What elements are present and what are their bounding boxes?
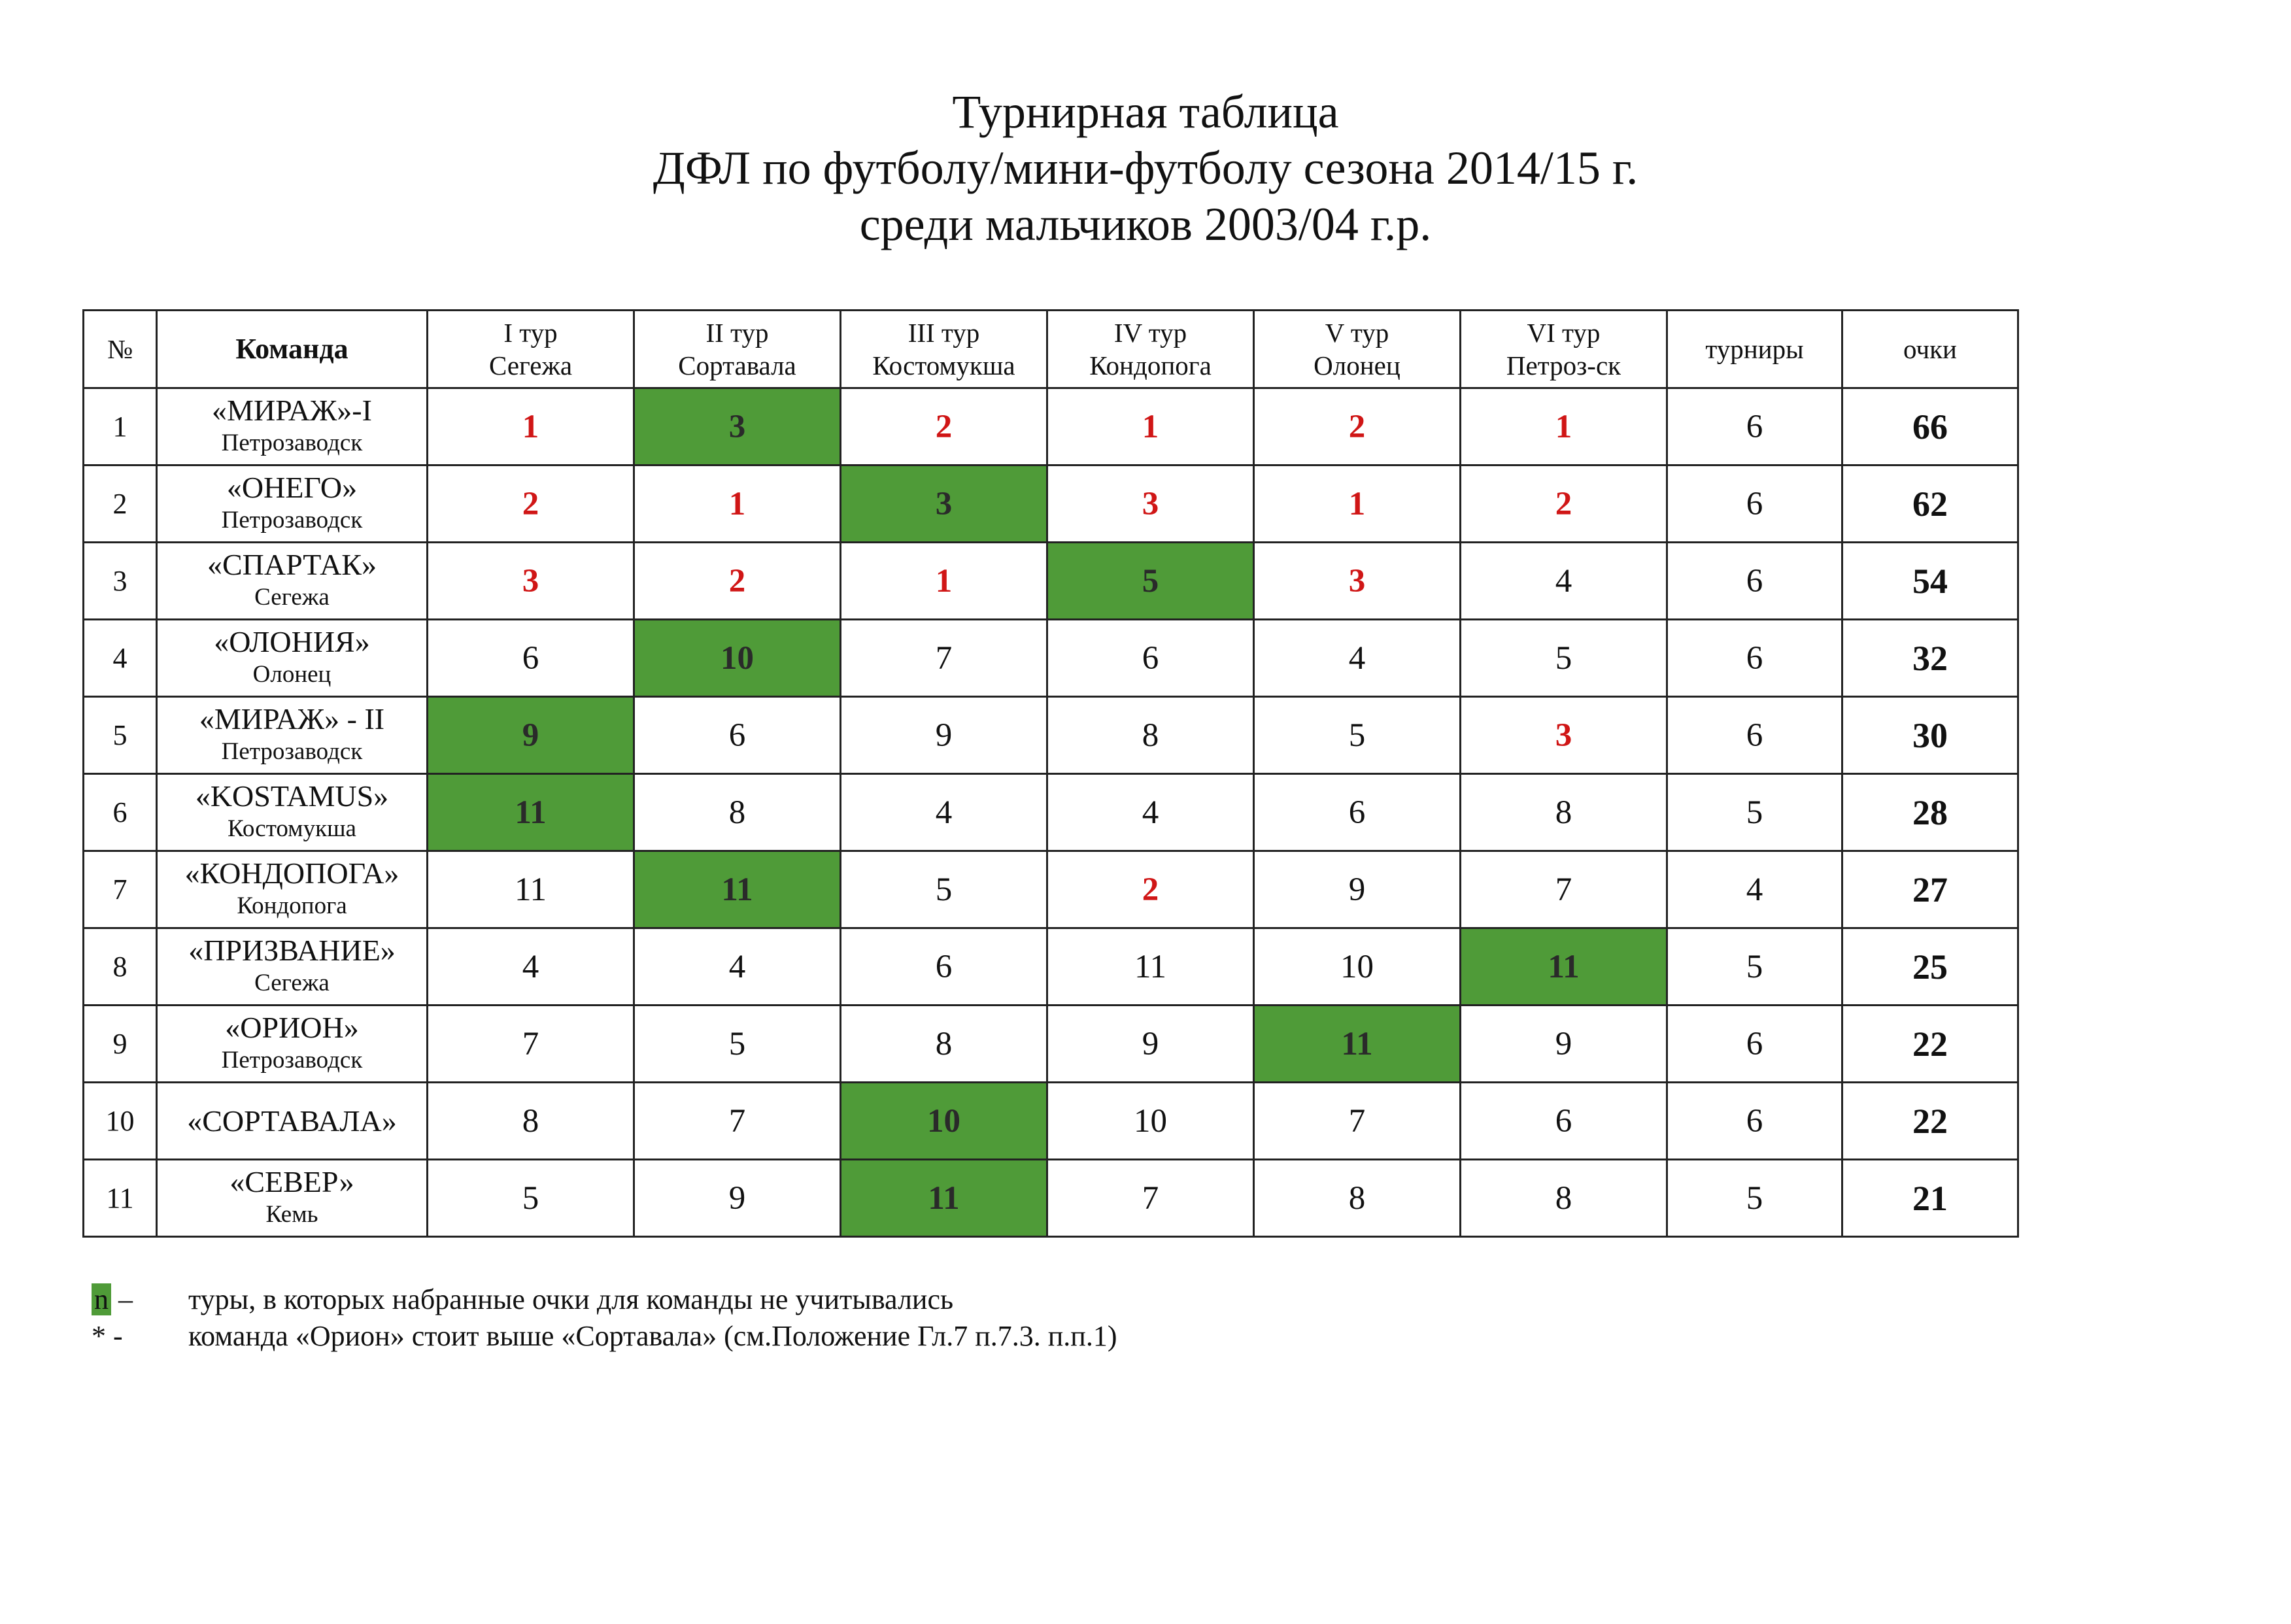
- team-name: «МИРАЖ» - II: [199, 702, 385, 736]
- round-place: 9: [634, 1160, 841, 1237]
- team-cell: [157, 1006, 428, 1083]
- tournaments-count: 6: [1667, 543, 1842, 620]
- tournaments-count: 6: [1667, 1083, 1842, 1160]
- round-label: VI тур: [1527, 318, 1601, 348]
- round-place: 8: [1461, 774, 1667, 851]
- header-points: очки: [1842, 311, 2018, 388]
- round-place: 5: [634, 1006, 841, 1083]
- round-place: 7: [841, 620, 1047, 697]
- team-city: Петрозаводск: [221, 1046, 363, 1074]
- header-num: №: [84, 311, 157, 388]
- tournaments-count: 5: [1667, 1160, 1842, 1237]
- round-label: III тур: [908, 318, 980, 348]
- round-place: 3: [1047, 465, 1254, 543]
- header-round-5: [1254, 311, 1461, 388]
- round-place: 11: [1047, 928, 1254, 1006]
- round-city: Петроз-ск: [1506, 350, 1621, 381]
- table-body: [84, 388, 2018, 1237]
- header-round-2: [634, 311, 841, 388]
- team-cell: [157, 465, 428, 543]
- tournaments-count: 6: [1667, 620, 1842, 697]
- tournaments-count: 5: [1667, 774, 1842, 851]
- team-name: «КОНДОПОГА»: [184, 856, 399, 890]
- round-place: 2: [841, 388, 1047, 465]
- team-name: «ОЛОНИЯ»: [214, 624, 370, 658]
- table-row: [84, 851, 2018, 928]
- round-place: 7: [1461, 851, 1667, 928]
- round-place: 2: [1047, 851, 1254, 928]
- round-place: 6: [841, 928, 1047, 1006]
- team-city: Петрозаводск: [221, 429, 363, 456]
- standings-table: [82, 309, 2019, 1238]
- team-cell: [157, 1083, 428, 1160]
- tournaments-count: 6: [1667, 465, 1842, 543]
- points-total: 22: [1842, 1083, 2018, 1160]
- header-row: [84, 311, 2018, 388]
- legend-row-asterisk: [92, 1319, 1117, 1353]
- table-row: [84, 620, 2018, 697]
- round-place: 5: [1047, 543, 1254, 620]
- points-total: 32: [1842, 620, 2018, 697]
- round-city: Сегежа: [488, 350, 573, 381]
- points-total: 27: [1842, 851, 2018, 928]
- table-row: [84, 697, 2018, 774]
- row-number: 11: [84, 1160, 157, 1237]
- team-name: «МИРАЖ»-I: [212, 393, 372, 427]
- tournaments-count: 6: [1667, 697, 1842, 774]
- points-total: 62: [1842, 465, 2018, 543]
- row-number: 6: [84, 774, 157, 851]
- round-place: 5: [841, 851, 1047, 928]
- points-total: 66: [1842, 388, 2018, 465]
- asterisk-mark: * -: [92, 1320, 123, 1352]
- round-place: 1: [841, 543, 1047, 620]
- round-place: 2: [428, 465, 634, 543]
- round-place: 8: [1047, 697, 1254, 774]
- round-place: 8: [428, 1083, 634, 1160]
- team-name: «СПАРТАК»: [207, 547, 377, 581]
- round-place: 8: [1254, 1160, 1461, 1237]
- round-place: 2: [1461, 465, 1667, 543]
- round-place: 6: [634, 697, 841, 774]
- round-label: I тур: [503, 318, 558, 348]
- table-row: [84, 774, 2018, 851]
- row-number: 8: [84, 928, 157, 1006]
- round-place: 4: [634, 928, 841, 1006]
- table-row: [84, 928, 2018, 1006]
- team-cell: [157, 1160, 428, 1237]
- round-place: 4: [1047, 774, 1254, 851]
- team-name: «ОНЕГО»: [226, 470, 358, 504]
- round-place: 9: [1254, 851, 1461, 928]
- round-place: 9: [1047, 1006, 1254, 1083]
- round-place: 11: [428, 774, 634, 851]
- green-swatch: n: [92, 1283, 111, 1315]
- team-cell: [157, 388, 428, 465]
- round-place: 1: [1047, 388, 1254, 465]
- round-place: 11: [841, 1160, 1047, 1237]
- round-city: Сортавала: [678, 350, 796, 381]
- team-cell: [157, 774, 428, 851]
- tournaments-count: 6: [1667, 1006, 1842, 1083]
- team-city: Петрозаводск: [221, 506, 363, 533]
- points-total: 30: [1842, 697, 2018, 774]
- team-city: Сегежа: [254, 583, 330, 611]
- table-row: [84, 465, 2018, 543]
- round-place: 11: [428, 851, 634, 928]
- round-place: 7: [634, 1083, 841, 1160]
- round-place: 4: [428, 928, 634, 1006]
- round-place: 8: [841, 1006, 1047, 1083]
- row-number: 5: [84, 697, 157, 774]
- header-round-6: [1461, 311, 1667, 388]
- round-place: 3: [1461, 697, 1667, 774]
- table-row: [84, 1083, 2018, 1160]
- round-place: 6: [1254, 774, 1461, 851]
- round-city: Костомукша: [872, 350, 1015, 381]
- round-place: 6: [1047, 620, 1254, 697]
- team-city: Петрозаводск: [221, 737, 363, 765]
- header-tournaments: турниры: [1667, 311, 1842, 388]
- header-round-1: [428, 311, 634, 388]
- round-place: 10: [1254, 928, 1461, 1006]
- team-cell: [157, 697, 428, 774]
- team-city: Кемь: [265, 1200, 318, 1228]
- title-line-2: ДФЛ по футболу/мини-футболу сезона 2014/15 г.: [653, 142, 1638, 194]
- round-place: 7: [1047, 1160, 1254, 1237]
- round-place: 10: [634, 620, 841, 697]
- row-number: 2: [84, 465, 157, 543]
- round-place: 1: [1461, 388, 1667, 465]
- round-label: IV тур: [1113, 318, 1187, 348]
- round-place: 7: [428, 1006, 634, 1083]
- team-cell: [157, 543, 428, 620]
- legend-row-green: [92, 1283, 954, 1316]
- round-place: 8: [1461, 1160, 1667, 1237]
- points-total: 54: [1842, 543, 2018, 620]
- title-line-1: Турнирная таблица: [952, 86, 1339, 138]
- team-name: «KOSTAMUS»: [195, 779, 389, 813]
- team-cell: [157, 620, 428, 697]
- team-name: «СЕВЕР»: [229, 1164, 354, 1198]
- round-place: 9: [1461, 1006, 1667, 1083]
- round-place: 9: [428, 697, 634, 774]
- header-team: Команда: [157, 311, 428, 388]
- round-place: 6: [428, 620, 634, 697]
- table-row: [84, 388, 2018, 465]
- round-place: 2: [1254, 388, 1461, 465]
- title-block: [0, 84, 2291, 252]
- round-place: 3: [634, 388, 841, 465]
- header-round-3: [841, 311, 1047, 388]
- round-place: 4: [1254, 620, 1461, 697]
- row-number: 10: [84, 1083, 157, 1160]
- round-place: 4: [1461, 543, 1667, 620]
- team-city: Олонец: [252, 660, 331, 688]
- points-total: 28: [1842, 774, 2018, 851]
- points-total: 25: [1842, 928, 2018, 1006]
- row-number: 4: [84, 620, 157, 697]
- round-place: 1: [634, 465, 841, 543]
- table-row: [84, 543, 2018, 620]
- round-label: II тур: [705, 318, 769, 348]
- round-place: 11: [634, 851, 841, 928]
- round-place: 3: [841, 465, 1047, 543]
- row-number: 1: [84, 388, 157, 465]
- tournaments-count: 4: [1667, 851, 1842, 928]
- round-place: 11: [1254, 1006, 1461, 1083]
- round-place: 5: [1254, 697, 1461, 774]
- round-place: 3: [1254, 543, 1461, 620]
- team-name: «ОРИОН»: [225, 1010, 359, 1044]
- team-cell: [157, 928, 428, 1006]
- tournaments-count: 6: [1667, 388, 1842, 465]
- row-number: 7: [84, 851, 157, 928]
- points-total: 22: [1842, 1006, 2018, 1083]
- round-label: V тур: [1325, 318, 1389, 348]
- team-name: «СОРТАВАЛА»: [187, 1104, 397, 1138]
- round-place: 7: [1254, 1083, 1461, 1160]
- row-number: 3: [84, 543, 157, 620]
- legend-text-green: туры, в которых набранные очки для команды не учитывались: [188, 1283, 954, 1315]
- round-place: 10: [1047, 1083, 1254, 1160]
- team-cell: [157, 851, 428, 928]
- table-row: [84, 1160, 2018, 1237]
- round-place: 2: [634, 543, 841, 620]
- round-place: 1: [1254, 465, 1461, 543]
- points-total: 21: [1842, 1160, 2018, 1237]
- round-city: Олонец: [1314, 350, 1400, 381]
- row-number: 9: [84, 1006, 157, 1083]
- team-city: Костомукша: [228, 815, 356, 842]
- legend-text-asterisk: команда «Орион» стоит выше «Сортавала» (см.Положение Гл.7 п.7.3. п.п.1): [188, 1320, 1117, 1352]
- round-place: 10: [841, 1083, 1047, 1160]
- team-city: Сегежа: [254, 969, 330, 996]
- round-place: 8: [634, 774, 841, 851]
- round-city: Кондопога: [1089, 350, 1212, 381]
- team-name: «ПРИЗВАНИЕ»: [188, 933, 396, 967]
- round-place: 6: [1461, 1083, 1667, 1160]
- round-place: 1: [428, 388, 634, 465]
- round-place: 9: [841, 697, 1047, 774]
- table-row: [84, 1006, 2018, 1083]
- round-place: 11: [1461, 928, 1667, 1006]
- header-round-4: [1047, 311, 1254, 388]
- round-place: 4: [841, 774, 1047, 851]
- legend-dash: –: [111, 1283, 133, 1315]
- tournaments-count: 5: [1667, 928, 1842, 1006]
- round-place: 5: [428, 1160, 634, 1237]
- round-place: 3: [428, 543, 634, 620]
- title-line-3: среди мальчиков 2003/04 г.р.: [859, 198, 1432, 250]
- team-city: Кондопога: [237, 892, 347, 919]
- round-place: 5: [1461, 620, 1667, 697]
